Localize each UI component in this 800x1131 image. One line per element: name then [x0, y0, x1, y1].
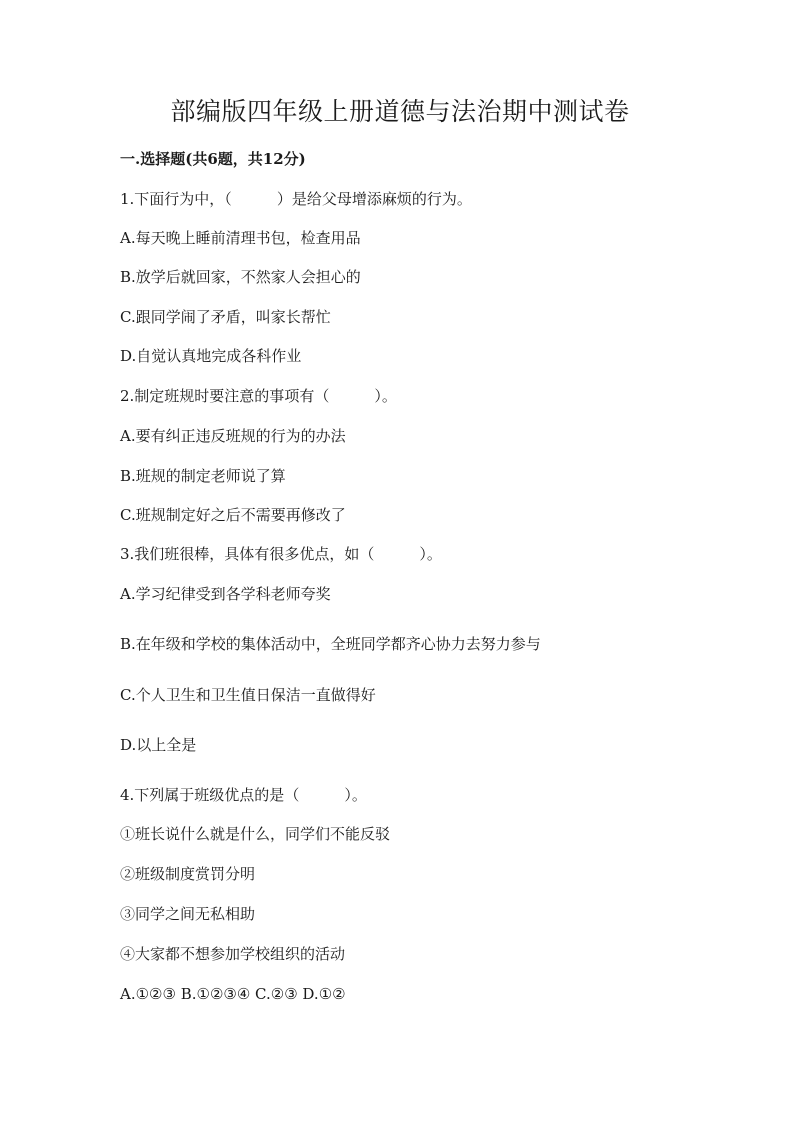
- question-4-item-4: ④大家都不想参加学校组织的活动: [120, 945, 346, 963]
- question-3-stem: 3.我们班很棒，具体有很多优点，如（ ）。: [120, 545, 442, 563]
- question-4-item-2: ②班级制度赏罚分明: [120, 865, 256, 883]
- question-1-option-b: B.放学后就回家，不然家人会担心的: [120, 268, 361, 286]
- question-1-option-c: C.跟同学闹了矛盾，叫家长帮忙: [120, 308, 331, 326]
- question-1-option-d: D.自觉认真地完成各科作业: [120, 347, 302, 365]
- question-1-stem: 1.下面行为中，（ ）是给父母增添麻烦的行为。: [120, 190, 472, 208]
- question-2-option-c: C.班规制定好之后不需要再修改了: [120, 506, 346, 524]
- question-1-option-a: A.每天晚上睡前清理书包，检查用品: [120, 229, 361, 247]
- question-3-option-d: D.以上全是: [120, 736, 197, 754]
- question-3-option-b: B.在年级和学校的集体活动中，全班同学都齐心协力去努力参与: [120, 635, 541, 653]
- section-heading: 一.选择题(共6题，共12分): [120, 150, 306, 168]
- question-4-options: A.①②③ B.①②③④ C.②③ D.①②: [120, 985, 346, 1003]
- question-4-item-1: ①班长说什么就是什么，同学们不能反驳: [120, 825, 391, 843]
- question-2-stem: 2.制定班规时要注意的事项有（ ）。: [120, 387, 397, 405]
- exam-title: 部编版四年级上册道德与法治期中测试卷: [170, 97, 630, 126]
- question-3-option-c: C.个人卫生和卫生值日保洁一直做得好: [120, 686, 376, 704]
- question-2-option-a: A.要有纠正违反班规的行为的办法: [120, 427, 346, 445]
- question-4-stem: 4.下列属于班级优点的是（ ）。: [120, 786, 367, 804]
- question-3-option-a: A.学习纪律受到各学科老师夸奖: [120, 585, 331, 603]
- question-2-option-b: B.班规的制定老师说了算: [120, 467, 286, 485]
- question-4-item-3: ③同学之间无私相助: [120, 905, 256, 923]
